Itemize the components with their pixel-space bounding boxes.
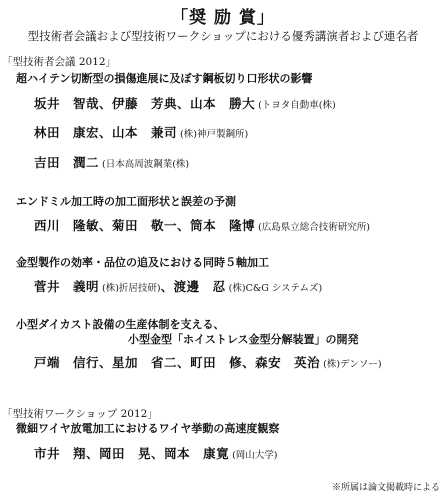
affiliation: (株)神戸製鋼所)	[180, 129, 249, 140]
author: 岡本 康寛	[164, 446, 230, 461]
author: 森安 英治	[255, 355, 321, 370]
separator: 、	[177, 218, 191, 233]
author: 町田 修	[190, 355, 243, 370]
author: 渡邊 忍	[173, 279, 226, 294]
author: 星加 省二	[112, 355, 178, 370]
author-line	[34, 94, 336, 112]
paper-title: 超ハイテン切断型の損傷進展に及ぼす鋼板切り口形状の影響	[16, 72, 313, 85]
author: 坂井 智哉	[34, 96, 100, 111]
paper-title: 金型製作の効率・品位の追及における同時５軸加工	[16, 256, 269, 269]
affiliation: (株)C&G システムズ)	[228, 283, 323, 294]
affiliation: (株)折居技研)	[102, 283, 161, 294]
paper-title: 小型ダイカスト設備の生産体制を支える、	[16, 318, 225, 331]
author-line	[34, 277, 322, 295]
author: 菊田 敬一	[112, 218, 178, 233]
award-title: 「奨 励 賞」	[171, 8, 275, 28]
separator: 、	[151, 446, 165, 461]
footer-note: ※所属は論文掲載時による	[331, 483, 440, 493]
paper-title: 微細ワイヤ放電加工におけるワイヤ挙動の高速度観察	[16, 422, 280, 435]
separator: 、	[242, 355, 256, 370]
author: 伊藤 芳典	[112, 96, 178, 111]
author: 戸端 信行	[34, 355, 100, 370]
award-subtitle: 型技術者会議および型技術ワークショップにおける優秀講演者および連名者	[27, 29, 419, 43]
author: 菅井 義明	[34, 279, 100, 294]
author: 筒本 隆博	[190, 218, 256, 233]
author: 市井 翔	[34, 446, 87, 461]
separator: 、	[160, 279, 174, 294]
author: 西川 隆敏	[34, 218, 100, 233]
author: 林田 康宏	[34, 125, 100, 140]
author-line	[34, 123, 248, 141]
section-label: 「型技術ワークショップ 2012」	[2, 408, 158, 420]
separator: 、	[99, 125, 113, 140]
separator: 、	[177, 96, 191, 111]
separator: 、	[177, 355, 191, 370]
author-line	[34, 153, 189, 171]
paper-title: エンドミル加工時の加工面形状と誤差の予測	[16, 195, 236, 208]
affiliation: (日本高周波鋼業(株)	[102, 159, 190, 170]
author-line	[34, 444, 278, 462]
author-line	[34, 216, 370, 234]
author: 山本 兼司	[112, 125, 178, 140]
affiliation: (広島県立総合技術研究所)	[258, 222, 370, 233]
separator: 、	[99, 96, 113, 111]
author-line	[34, 353, 382, 371]
author: 山本 勝大	[190, 96, 256, 111]
paper-title-line2: 小型金型「ホイストレス金型分解装置」の開発	[128, 333, 359, 346]
separator: 、	[99, 218, 113, 233]
author: 吉田 潤二	[34, 155, 100, 170]
affiliation: (株)デンソー)	[323, 359, 382, 370]
separator: 、	[99, 355, 113, 370]
separator: 、	[86, 446, 100, 461]
section-label: 「型技術者会議 2012」	[2, 56, 117, 68]
affiliation: (トヨタ自動車(株)	[258, 100, 336, 111]
affiliation: (岡山大学)	[232, 450, 278, 461]
author: 岡田 晃	[99, 446, 152, 461]
